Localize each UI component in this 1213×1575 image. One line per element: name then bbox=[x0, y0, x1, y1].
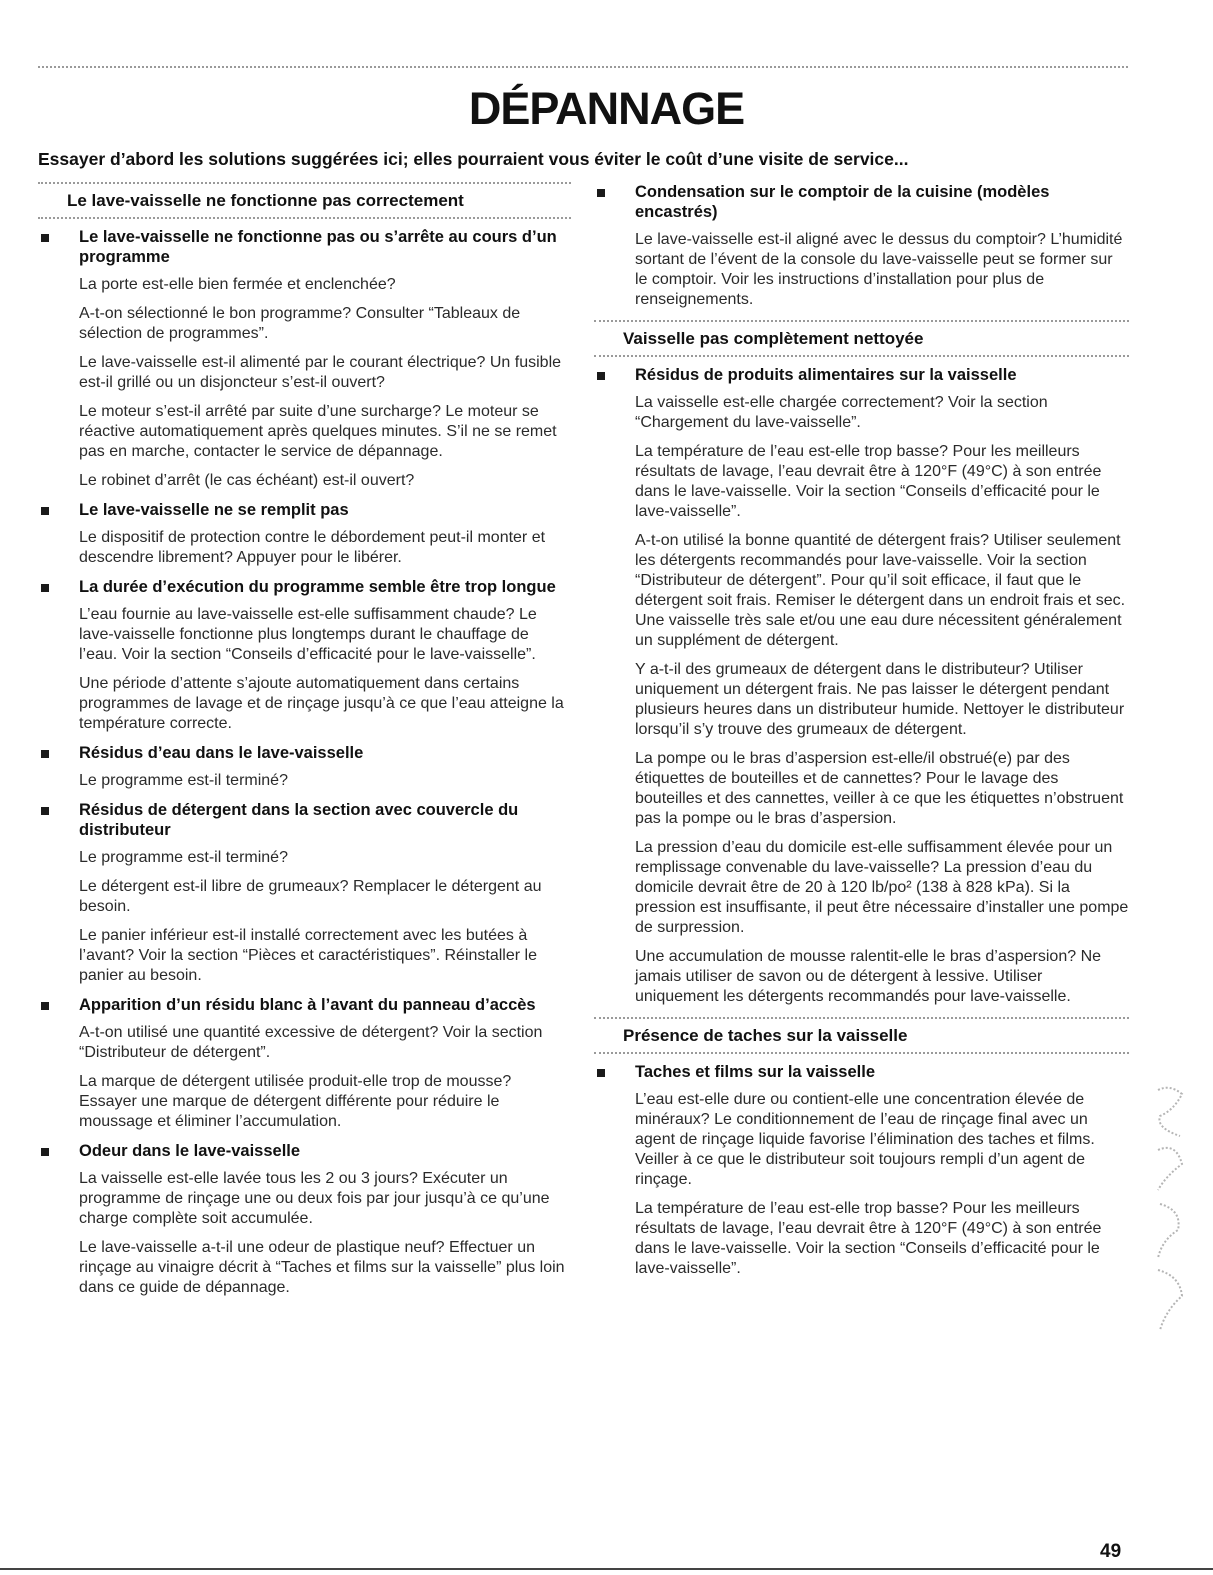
item-paragraph: Le lave-vaisselle est-il aligné avec le dessus du comptoir? L’humidité sortant de l’évent de la console du lave-vaisselle peut se former sur le comptoir. Voir les instructions d’installation pour plus de renseignements. bbox=[635, 231, 1123, 308]
item-paragraph: Le lave-vaisselle a-t-il une odeur de plastique neuf? Effectuer un rinçage au vinaigre décrit à “Taches et films sur la vaisselle” plus loin dans ce guide de dépannage. bbox=[79, 1239, 565, 1296]
section-heading: Le lave-vaisselle ne fonctionne pas correctement bbox=[38, 182, 571, 219]
troubleshooting-item bbox=[38, 995, 571, 1132]
troubleshooting-item bbox=[38, 800, 571, 986]
item-paragraph: La température de l’eau est-elle trop basse? Pour les meilleurs résultats de lavage, l’eau devrait être à 120°F (49°C) à son entrée dans le lave-vaisselle. Voir la section “Conseils d’efficacité pour le lave-vaisselle”. bbox=[635, 443, 1102, 520]
section-heading: Vaisselle pas complètement nettoyée bbox=[594, 320, 1129, 357]
item-title: Apparition d’un résidu blanc à l’avant du panneau d’accès bbox=[79, 996, 536, 1014]
item-paragraph: La pression d’eau du domicile est-elle suffisamment élevée pour un remplissage convenable du lave-vaisselle? La pression d’eau du domicile devrait être de 20 à 120 lb/po² (138 à 828 kPa). Si la pression est insuffisante, il peut être nécessaire d’installer une pompe de surpression. bbox=[635, 839, 1129, 936]
item-title: Taches et films sur la vaisselle bbox=[635, 1063, 875, 1081]
right-column bbox=[594, 182, 1129, 1288]
item-paragraph: Le robinet d’arrêt (le cas échéant) est-il ouvert? bbox=[79, 472, 415, 489]
item-title: Le lave-vaisselle ne fonctionne pas ou s’arrête au cours d’un programme bbox=[79, 228, 557, 266]
bottom-divider bbox=[0, 1568, 1213, 1570]
item-paragraph: Le moteur s’est-il arrêté par suite d’une surcharge? Le moteur se réactive automatiquement après quelques minutes. S’il ne se remet pas en marche, contacter le service de dépannage. bbox=[79, 403, 557, 460]
item-title: Condensation sur le comptoir de la cuisine (modèles encastrés) bbox=[635, 183, 1050, 221]
troubleshooting-item bbox=[38, 743, 571, 791]
section3-items bbox=[594, 1062, 1129, 1279]
item-paragraph: L’eau fournie au lave-vaisselle est-elle suffisamment chaude? Le lave-vaisselle fonctionne plus longtemps durant le chauffage de l’eau. Voir la section “Conseils d’efficacité pour le lave-vaisselle”. bbox=[79, 606, 537, 663]
side-tab-decoration bbox=[1152, 1080, 1188, 1340]
bullet-icon bbox=[41, 584, 49, 592]
item-paragraph: Le dispositif de protection contre le débordement peut-il monter et descendre librement? Appuyer pour le libérer. bbox=[79, 529, 546, 566]
bullet-icon bbox=[41, 1002, 49, 1010]
troubleshooting-item bbox=[594, 1062, 1129, 1279]
troubleshooting-item bbox=[38, 500, 571, 568]
left-items bbox=[38, 227, 571, 1298]
bullet-icon bbox=[597, 1069, 605, 1077]
item-title: Résidus de détergent dans la section avec couvercle du distributeur bbox=[79, 801, 519, 839]
item-paragraph: A-t-on sélectionné le bon programme? Consulter “Tableaux de sélection de programmes”. bbox=[79, 305, 521, 342]
item-paragraph: Une accumulation de mousse ralentit-elle le bras d’aspersion? Ne jamais utiliser de savon ou de détergent à lessive. Utiliser uniquement les détergents recommandés pour lave-vaisselle. bbox=[635, 948, 1102, 1005]
left-column bbox=[38, 182, 571, 1307]
item-title: La durée d’exécution du programme semble être trop longue bbox=[79, 578, 556, 596]
item-title: Le lave-vaisselle ne se remplit pas bbox=[79, 501, 349, 519]
item-paragraph: La porte est-elle bien fermée et enclenchée? bbox=[79, 276, 396, 293]
item-title: Odeur dans le lave-vaisselle bbox=[79, 1142, 301, 1160]
bullet-icon bbox=[41, 807, 49, 815]
item-paragraph: A-t-on utilisé une quantité excessive de détergent? Voir la section “Distributeur de détergent”. bbox=[79, 1024, 543, 1061]
bullet-icon bbox=[597, 372, 605, 380]
item-paragraph: Le programme est-il terminé? bbox=[79, 772, 288, 789]
item-paragraph: Le programme est-il terminé? bbox=[79, 849, 288, 866]
section-heading: Présence de taches sur la vaisselle bbox=[594, 1017, 1129, 1054]
troubleshooting-item bbox=[594, 365, 1129, 1007]
item-paragraph: Une période d’attente s’ajoute automatiquement dans certains programmes de lavage et de rinçage jusqu’à ce que l’eau atteigne la température correcte. bbox=[79, 675, 564, 732]
troubleshooting-item bbox=[38, 1141, 571, 1298]
item-paragraph: Y a-t-il des grumeaux de détergent dans le distributeur? Utiliser uniquement un détergent frais. Ne pas laisser le détergent pendant plusieurs heures dans un distributeur humide. Nettoyer le distributeur lorsqu’il s’y trouve des grumeaux de détergent. bbox=[635, 661, 1125, 738]
bullet-icon bbox=[597, 189, 605, 197]
bullet-icon bbox=[41, 234, 49, 242]
item-title: Résidus de produits alimentaires sur la vaisselle bbox=[635, 366, 1017, 384]
bullet-icon bbox=[41, 750, 49, 758]
troubleshooting-item bbox=[38, 227, 571, 491]
item-paragraph: La température de l’eau est-elle trop basse? Pour les meilleurs résultats de lavage, l’eau devrait être à 120°F (49°C) à son entrée dans le lave-vaisselle. Voir la section “Conseils d’efficacité pour le lave-vaisselle”. bbox=[635, 1200, 1102, 1277]
item-paragraph: La vaisselle est-elle lavée tous les 2 ou 3 jours? Exécuter un programme de rinçage une ou deux fois par jour jusqu’à ce qu’une charge complète soit accumulée. bbox=[79, 1170, 550, 1227]
item-paragraph: La vaisselle est-elle chargée correctement? Voir la section “Chargement du lave-vaisselle”. bbox=[635, 394, 1048, 431]
item-paragraph: A-t-on utilisé la bonne quantité de détergent frais? Utiliser seulement les détergents recommandés pour lave-vaisselle. Voir la section “Distributeur de détergent”. Pour qu’il soit efficace, il faut que le détergent soit frais. Remiser le détergent dans un endroit frais et sec. Une vaisselle très sale et/ou une eau dure nécessitent généralement un supplément de détergent. bbox=[635, 532, 1126, 649]
page-number: 49 bbox=[1100, 1541, 1122, 1562]
bullet-icon bbox=[41, 1148, 49, 1156]
item-paragraph: La pompe ou le bras d’aspersion est-elle/il obstrué(e) par des étiquettes de bouteilles et de cannettes? Pour le lavage des bouteilles et des cannettes, veiller à ce que les étiquettes n’obstruent pas la pompe ou le bras d’aspersion. bbox=[635, 750, 1124, 827]
page-subtitle: Essayer d’abord les solutions suggérées ici; elles pourraient vous éviter le coût d’une visite de service... bbox=[38, 149, 909, 169]
item-paragraph: Le lave-vaisselle est-il alimenté par le courant électrique? Un fusible est-il grillé ou un disjoncteur s’est-il ouvert? bbox=[79, 354, 562, 391]
page-title: DÉPANNAGE bbox=[468, 83, 745, 134]
section2-items bbox=[594, 365, 1129, 1007]
bullet-icon bbox=[41, 507, 49, 515]
troubleshooting-item bbox=[594, 182, 1129, 310]
troubleshooting-item bbox=[38, 577, 571, 734]
right-top-item bbox=[594, 182, 1129, 310]
item-paragraph: Le panier inférieur est-il installé correctement avec les butées à l’avant? Voir la section “Pièces et caractéristiques”. Réinstaller le panier au besoin. bbox=[79, 927, 537, 984]
item-paragraph: L’eau est-elle dure ou contient-elle une concentration élevée de minéraux? Le conditionnement de l’eau de rinçage final avec un agent de rinçage liquide favorise l’élimination des taches et films. Veiller à ce que le distributeur soit toujours rempli d’un agent de rinçage. bbox=[635, 1091, 1095, 1188]
item-paragraph: La marque de détergent utilisée produit-elle trop de mousse? Essayer une marque de détergent différente pour réduire le moussage et éliminer l’accumulation. bbox=[79, 1073, 512, 1130]
top-divider bbox=[38, 66, 1128, 68]
item-paragraph: Le détergent est-il libre de grumeaux? Remplacer le détergent au besoin. bbox=[79, 878, 542, 915]
item-title: Résidus d’eau dans le lave-vaisselle bbox=[79, 744, 364, 762]
